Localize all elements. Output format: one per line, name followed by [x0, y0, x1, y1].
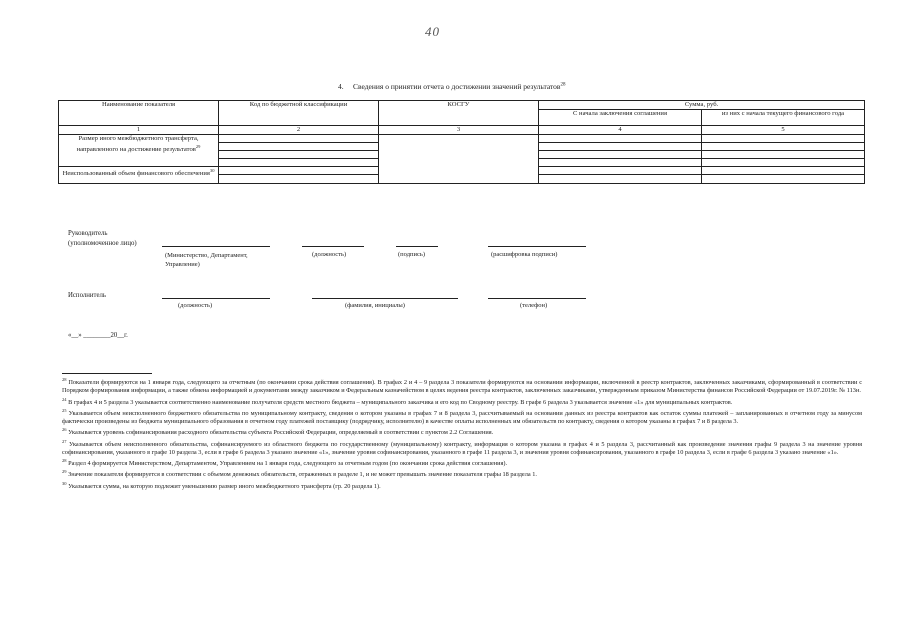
column-number: 5	[702, 126, 865, 135]
footnote-number: 28	[62, 458, 67, 464]
footnote-text: Указывается уровень софинансирования расходного обязательства субъекта Российской Федерации, определяемый в соответствии с пунктом 2.2 Соглашения.	[68, 429, 494, 437]
header-name: Наименование показателя	[59, 101, 219, 126]
footnote	[62, 376, 862, 396]
header-sum-since-start: С начала заключения соглашения	[539, 110, 702, 126]
row-label	[59, 167, 219, 184]
caption-executor-name: (фамилия, инициалы)	[345, 302, 405, 309]
footnote-number: 24	[62, 396, 67, 402]
table-cell	[539, 167, 702, 184]
footnotes	[62, 376, 862, 491]
header-kosgu: КОСГУ	[379, 101, 539, 126]
footnote	[62, 457, 862, 468]
executor-label: Исполнитель	[68, 292, 107, 299]
caption-position: (должность)	[312, 251, 347, 258]
column-number-row	[59, 126, 865, 135]
results-table	[58, 100, 865, 184]
table-cell	[539, 135, 702, 167]
footnote-text: Раздел 4 формируется Министерством, Департаментом, Управлением на 1 января года, следующего за отчетным годом (по окончании срока действия соглашения).	[68, 460, 508, 468]
signature-line	[302, 246, 364, 247]
header-row-1	[59, 101, 865, 110]
caption-executor-position: (должность)	[178, 302, 213, 309]
section-title	[338, 82, 565, 91]
footnote-number: 29	[62, 469, 67, 475]
head-label-1: Руководитель	[68, 230, 108, 237]
header-sum: Сумма, руб.	[539, 101, 865, 110]
footnote-number: 28	[62, 377, 67, 382]
footnote-text: Указывается объем неисполненного обязательства, софинансируемого из областного бюджета по государственному (муниципальному) контракту, информация о котором указана в графах 4 и 5 раздела 3, рассчитанный как произведение значения графы 9 раздела 3 на значение уровня софинансирования, указанного в графе 10 раздела 3, если в графе 6 раздела 3 указано значение «1», значение уровня софинансирования, указанного в графе 11 раздела 3, и значения уровня софинансирования, указанного в графе 10 раздела 3, если в графе 6 раздела 3 указано значение «1».	[62, 440, 862, 456]
section-title-footnote: 28	[560, 82, 566, 88]
row-label-text: Размер иного межбюджетного трансферта, направленного на достижение результатов	[76, 135, 199, 154]
signature-line	[488, 246, 586, 247]
head-label-2: (уполномоченное лицо)	[68, 240, 137, 247]
row-label-footnote: 29	[195, 144, 201, 149]
row-label	[59, 135, 219, 167]
header-sum-current-year: из них с начала текущего финансового года	[702, 110, 865, 126]
table-cell	[219, 135, 379, 167]
column-number: 4	[539, 126, 702, 135]
column-number: 2	[219, 126, 379, 135]
footnote	[62, 426, 862, 437]
footnote-text: Указывается сумма, на которую подлежит уменьшению размер иного межбюджетного трансферта (гр. 20 раздела 1).	[68, 482, 381, 490]
table-cell	[379, 135, 539, 184]
footnote-text: Значение показателя формируется в соответствии с объемом денежных обязательств, отраженных в разделе 1, и не может превышать значение показателя графы 18 раздела 1.	[68, 471, 537, 479]
signature-line	[396, 246, 438, 247]
footnote-number: 26	[62, 427, 67, 433]
table-row	[59, 135, 865, 167]
signature-line	[488, 298, 586, 299]
footnote-text: В графах 4 и 5 раздела 3 указывается соответственно наименование получателя средств местного бюджета – муниципального заказчика и его код по Сводному реестру. В графе 6 раздела 3 указывается значение «1» для муниципальных контрактов.	[68, 398, 733, 406]
footnote	[62, 407, 862, 427]
section-title-text: Сведения о принятии отчета о достижении значений результатов	[353, 82, 561, 91]
footnote-text: Показатели формируются на 1 января года, следующего за отчетным (по окончании срока действия соглашения). В графах 2 и 4 – 9 раздела 3 показатели формируются на основании информации, включенной в реестр контрактов, заключенных заказчиками, сформированный в соответствии с Порядком формирования информации, а также обмена информацией и документами между заказчиком и Федеральным казначейством в целях ведения реестра контрактов, заключенных заказчиками, утвержденным приказом Министерства финансов Российской Федерации от 19.07.2019г. № 113н.	[62, 379, 862, 395]
page-number: 40	[425, 24, 440, 39]
section-number: 4.	[338, 82, 344, 91]
caption-decoding: (расшифровка подписи)	[491, 251, 558, 258]
footnote-number: 25	[62, 407, 67, 413]
table-cell	[702, 167, 865, 184]
column-number: 1	[59, 126, 219, 135]
date-line: «__» ________20__г.	[68, 332, 128, 339]
footnote	[62, 468, 862, 479]
footnote	[62, 396, 862, 407]
caption-executor-phone: (телефон)	[520, 302, 548, 309]
signature-line	[162, 246, 270, 247]
footnote-number: 30	[62, 480, 67, 486]
table-cell	[702, 135, 865, 167]
caption-signature: (подпись)	[398, 251, 425, 258]
footnote	[62, 438, 862, 458]
column-number: 3	[379, 126, 539, 135]
footnote-separator	[62, 373, 152, 374]
signature-line	[162, 298, 270, 299]
footnote	[62, 480, 862, 491]
signature-line	[312, 298, 458, 299]
table-cell	[219, 167, 379, 184]
row-label-footnote: 30	[209, 168, 215, 173]
caption-org: (Министерство, Департамент, Управление)	[165, 252, 248, 268]
row-label-text: Неиспользованный объем финансового обеспечения	[62, 170, 210, 178]
footnote-number: 27	[62, 438, 67, 444]
header-budget-code: Код по бюджетной классификации	[219, 101, 379, 126]
footnote-text: Указывается объем неисполненного бюджетного обязательства по муниципальному контракту, сведения о котором указаны в графах 7 и 8 раздела 3, рассчитываемый на основании данных из реестра контрактов как остаток суммы платежей – запланированных в отчетном году за минусом фактически произведены из бюджета муниципального образования в отчетном году платежей поставщику (подрядчику, исполнителю) в качестве оплаты исполненных им обязательств по контракту, сведения о котором указаны в графах 7 и 8 раздела 3.	[62, 409, 862, 426]
